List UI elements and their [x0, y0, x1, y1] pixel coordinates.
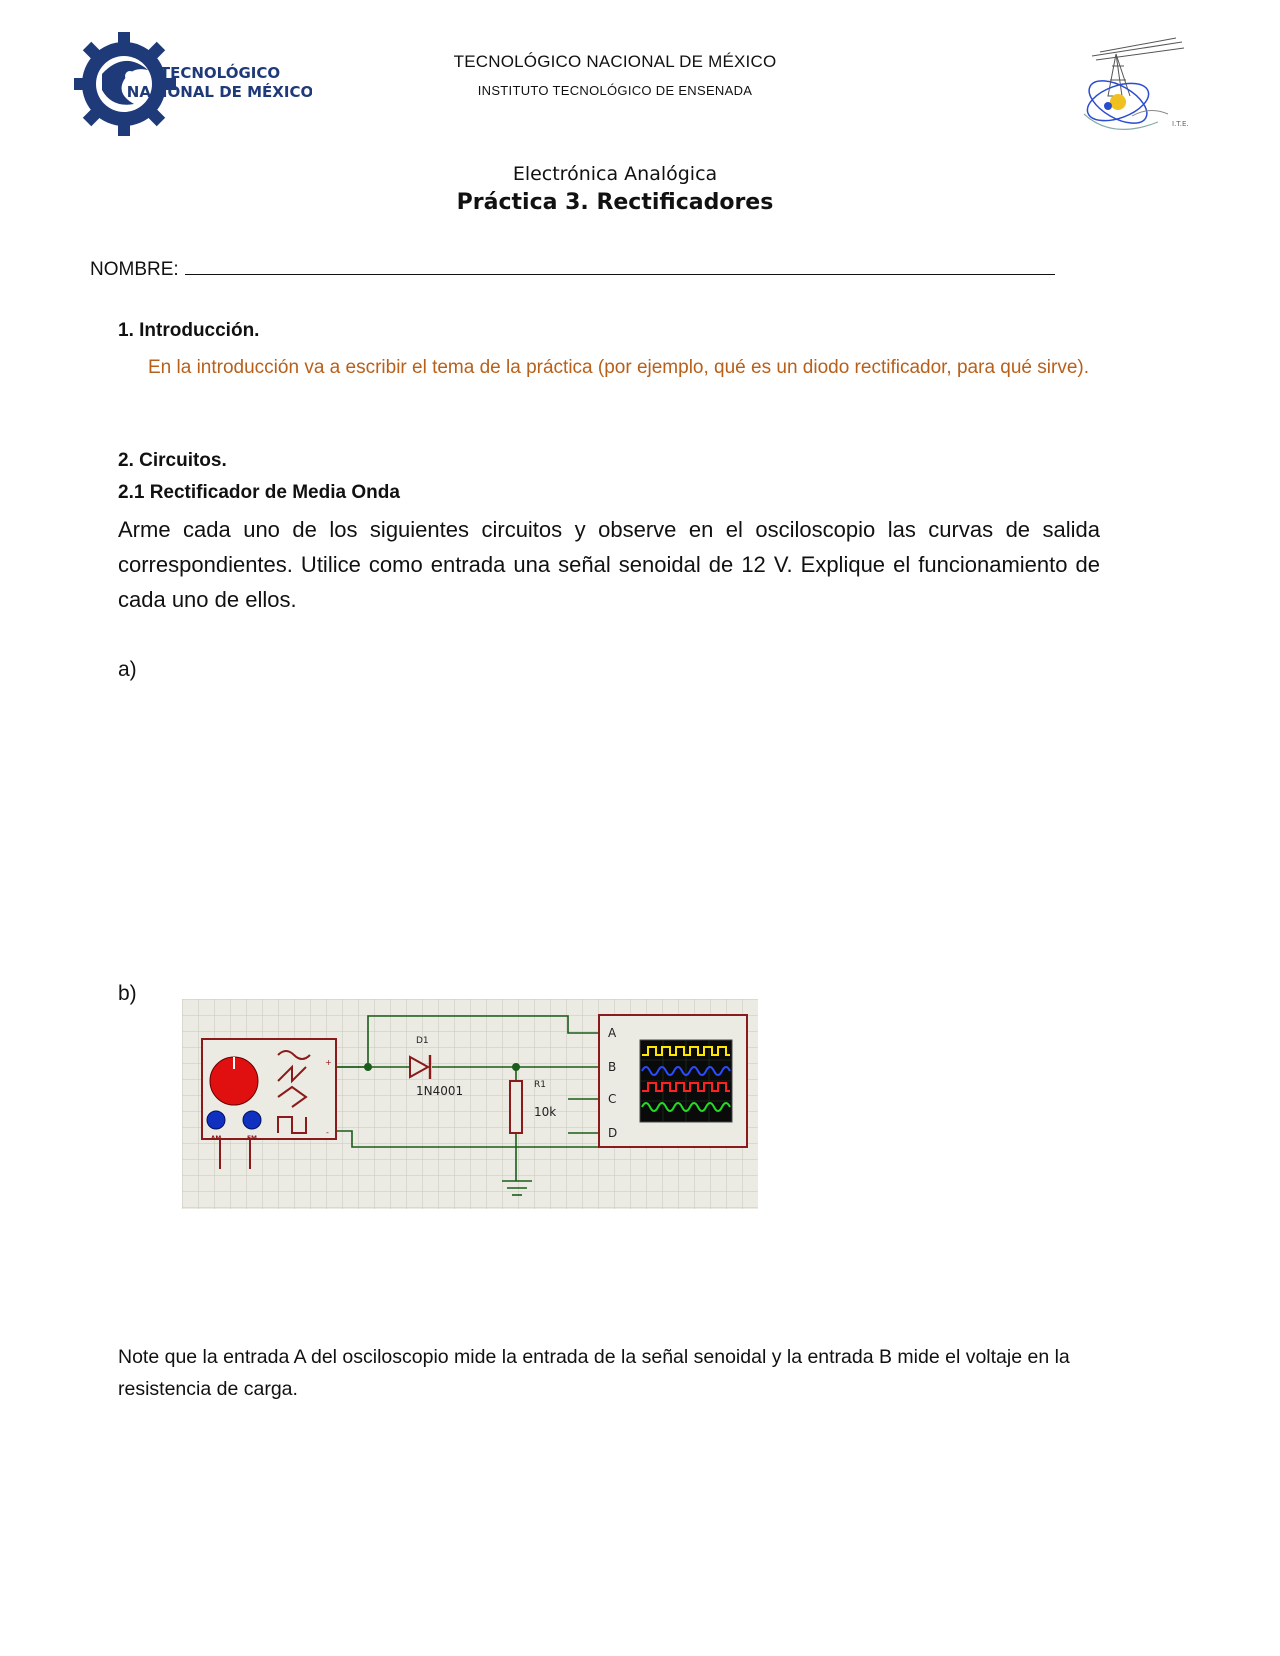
am-label: AM — [210, 1135, 222, 1142]
campus-name: INSTITUTO TECNOLÓGICO DE ENSENADA — [477, 83, 753, 98]
resistor-value-label: 10k — [534, 1105, 557, 1119]
channel-a-label: A — [608, 1026, 617, 1040]
name-field[interactable] — [90, 256, 1055, 281]
junction-dot — [364, 1063, 372, 1071]
item-a-label: a) — [118, 658, 137, 681]
half-wave-heading: 2.1 Rectificador de Media Onda — [118, 482, 400, 503]
item-b-label: b) — [118, 982, 137, 1005]
logo-text-2: NACIONAL DE MÉXICO — [126, 83, 312, 101]
intro-heading: 1. Introducción. — [118, 320, 260, 341]
junction-dot — [512, 1063, 520, 1071]
half-wave-circuit-diagram — [182, 999, 758, 1209]
diode-ref-label: D1 — [416, 1036, 429, 1046]
institution-name: TECNOLÓGICO NACIONAL DE MÉXICO — [453, 52, 777, 71]
diode-model-label: 1N4001 — [416, 1084, 464, 1098]
instructions-text: Arme cada uno de los siguientes circuitos y observe en el osciloscopio las curvas de salida correspondientes. Utilice como entrada una señal senoidal de 12 V. Explique el funcionamiento de cada uno de ellos. — [118, 517, 1100, 612]
oscilloscope — [599, 1015, 747, 1147]
channel-d-label: D — [608, 1126, 618, 1140]
am-knob — [207, 1111, 225, 1129]
ite-logo — [1072, 36, 1202, 156]
channel-c-label: C — [608, 1092, 617, 1106]
subject-name: Electrónica Analógica — [512, 163, 718, 185]
circuits-heading: 2. Circuitos. — [118, 450, 227, 471]
fm-knob — [243, 1111, 261, 1129]
channel-b-label: B — [608, 1060, 617, 1074]
fm-label: FM — [246, 1135, 258, 1142]
resistor-ref-label: R1 — [534, 1080, 546, 1090]
logo-text-1: TECNOLÓGICO — [159, 64, 281, 82]
ite-logo-text: I.T.E. — [1172, 120, 1189, 128]
terminal-plus-label: + — [325, 1058, 332, 1067]
intro-text: En la introducción va a escribir el tema de la práctica (por ejemplo, qué es un diodo rectificador, para qué sirve). — [148, 357, 1089, 378]
page-title: Práctica 3. Rectificadores — [456, 190, 774, 215]
name-blank-line[interactable] — [185, 256, 1055, 275]
note-text: Note que la entrada A del osciloscopio mide la entrada de la señal senoidal y la entrada B mide el voltaje en la resistencia de carga. — [118, 1346, 1070, 1400]
terminal-minus-label: - — [326, 1128, 329, 1137]
name-label: NOMBRE: — [90, 259, 179, 280]
